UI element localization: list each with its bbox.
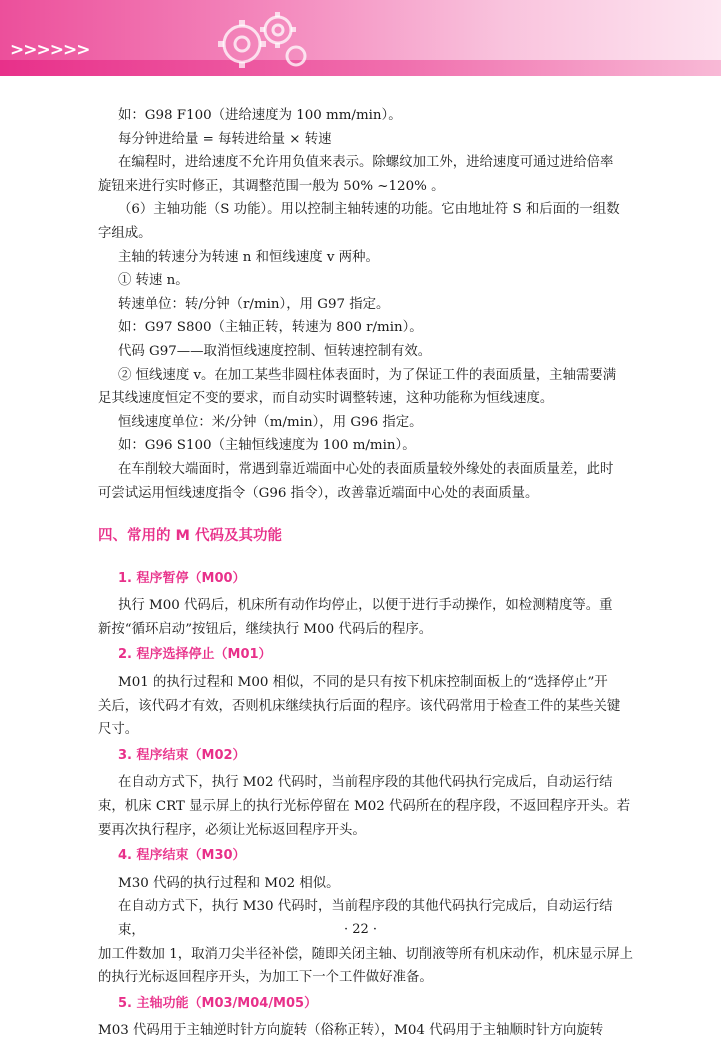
page-body xyxy=(98,104,634,1043)
header-band xyxy=(0,60,721,76)
para-m01-3: 尺寸。 xyxy=(98,722,139,738)
para-m00-1: 执行 M00 代码后，机床所有动作均停止，以便于进行手动操作，如检测精度等。重 xyxy=(118,598,613,614)
para-g97-example: 如：G97 S800（主轴正转，转速为 800 r/min）。 xyxy=(118,320,423,336)
para-m02-2: 束，机床 CRT 显示屏上的执行光标停留在 M02 代码所在的程序段，不返回程序开头。若 xyxy=(98,799,631,815)
para-spindle-types: 主轴的转速分为转速 n 和恒线速度 v 两种。 xyxy=(118,249,379,265)
para-facing-note-2: 可尝试运用恒线速度指令（G96 指令），改善靠近端面中心处的表面质量。 xyxy=(98,485,539,501)
para-constant-speed-1: ② 恒线速度 v。在加工某些非圆柱体表面时，为了保证工件的表面质量，主轴需要满 xyxy=(118,367,617,383)
para-feed-note-1: 在编程时，进给速度不允许用负值来表示。除螺纹加工外，进给速度可通过进给倍率 xyxy=(118,155,614,171)
para-m03-1: M03 代码用于主轴逆时针方向旋转（俗称正转），M04 代码用于主轴顺时针方向旋转 xyxy=(98,1023,604,1039)
para-g97-code: 代码 G97——取消恒线速度控制、恒转速控制有效。 xyxy=(118,343,432,359)
page-header-banner xyxy=(0,0,721,76)
chevrons-decoration: >>>>>> xyxy=(10,40,90,60)
para-m30-4: 的执行光标返回程序开头，为加工下一个工件做好准备。 xyxy=(98,970,433,986)
para-speed-n: ① 转速 n。 xyxy=(118,273,189,289)
para-m02-3: 要再次执行程序，必须让光标返回程序开头。 xyxy=(98,822,366,838)
gears-icon xyxy=(200,4,320,74)
page-number: · 22 · xyxy=(343,922,378,937)
para-m00-2: 新按“循环启动”按钮后，继续执行 M00 代码后的程序。 xyxy=(98,621,433,637)
para-constant-speed-unit: 恒线速度单位：米/分钟（m/min），用 G96 指定。 xyxy=(118,414,423,430)
para-speed-unit: 转速单位：转/分钟（r/min），用 G97 指定。 xyxy=(118,296,390,312)
para-m02-1: 在自动方式下，执行 M02 代码时，当前程序段的其他代码执行完成后，自动运行结 xyxy=(118,775,613,791)
section-title-m-codes: 四、常用的 M 代码及其功能 xyxy=(98,528,283,545)
para-g98-example: 如：G98 F100（进给速度为 100 mm/min）。 xyxy=(118,108,402,123)
para-m01-2: 关后，该代码才有效，否则机床继续执行后面的程序。该代码常用于检查工件的某些关键 xyxy=(98,698,621,714)
para-facing-note-1: 在车削较大端面时，常遇到靠近端面中心处的表面质量较外缘处的表面质量差，此时 xyxy=(118,461,614,477)
subheading-m30: 4. 程序结束（M30） xyxy=(118,848,246,864)
para-m30-2: 在自动方式下，执行 M30 代码时，当前程序段的其他代码执行完成后，自动运行结束， xyxy=(118,899,613,938)
para-constant-speed-2: 足其线速度恒定不变的要求，而自动实时调整转速，这种功能称为恒线速度。 xyxy=(98,391,554,407)
para-m01-1: M01 的执行过程和 M00 相似，不同的是只有按下机床控制面板上的“选择停止”开 xyxy=(118,675,608,691)
para-spindle-function-2: 字组成。 xyxy=(98,225,152,241)
subheading-m03-m05: 5. 主轴功能（M03/M04/M05） xyxy=(118,995,318,1011)
para-m30-3: 加工件数加 1，取消刀尖半径补偿，随即关闭主轴、切削液等所有机床动作，机床显示屏上 xyxy=(98,946,634,962)
para-feed-formula: 每分钟进给量 = 每转进给量 × 转速 xyxy=(118,131,332,147)
subheading-m02: 3. 程序结束（M02） xyxy=(118,747,246,763)
para-g96-example: 如：G96 S100（主轴恒线速度为 100 m/min）。 xyxy=(118,438,416,454)
para-spindle-function-1: （6）主轴功能（S 功能）。用以控制主轴转速的功能。它由地址符 S 和后面的一组数 xyxy=(118,202,620,218)
subheading-m00: 1. 程序暂停（M00） xyxy=(118,570,246,586)
para-feed-note-2: 旋钮来进行实时修正，其调整范围一般为 50% ~120% 。 xyxy=(98,178,445,194)
para-m30-1: M30 代码的执行过程和 M02 相似。 xyxy=(118,875,340,891)
subheading-m01: 2. 程序选择停止（M01） xyxy=(118,647,272,663)
